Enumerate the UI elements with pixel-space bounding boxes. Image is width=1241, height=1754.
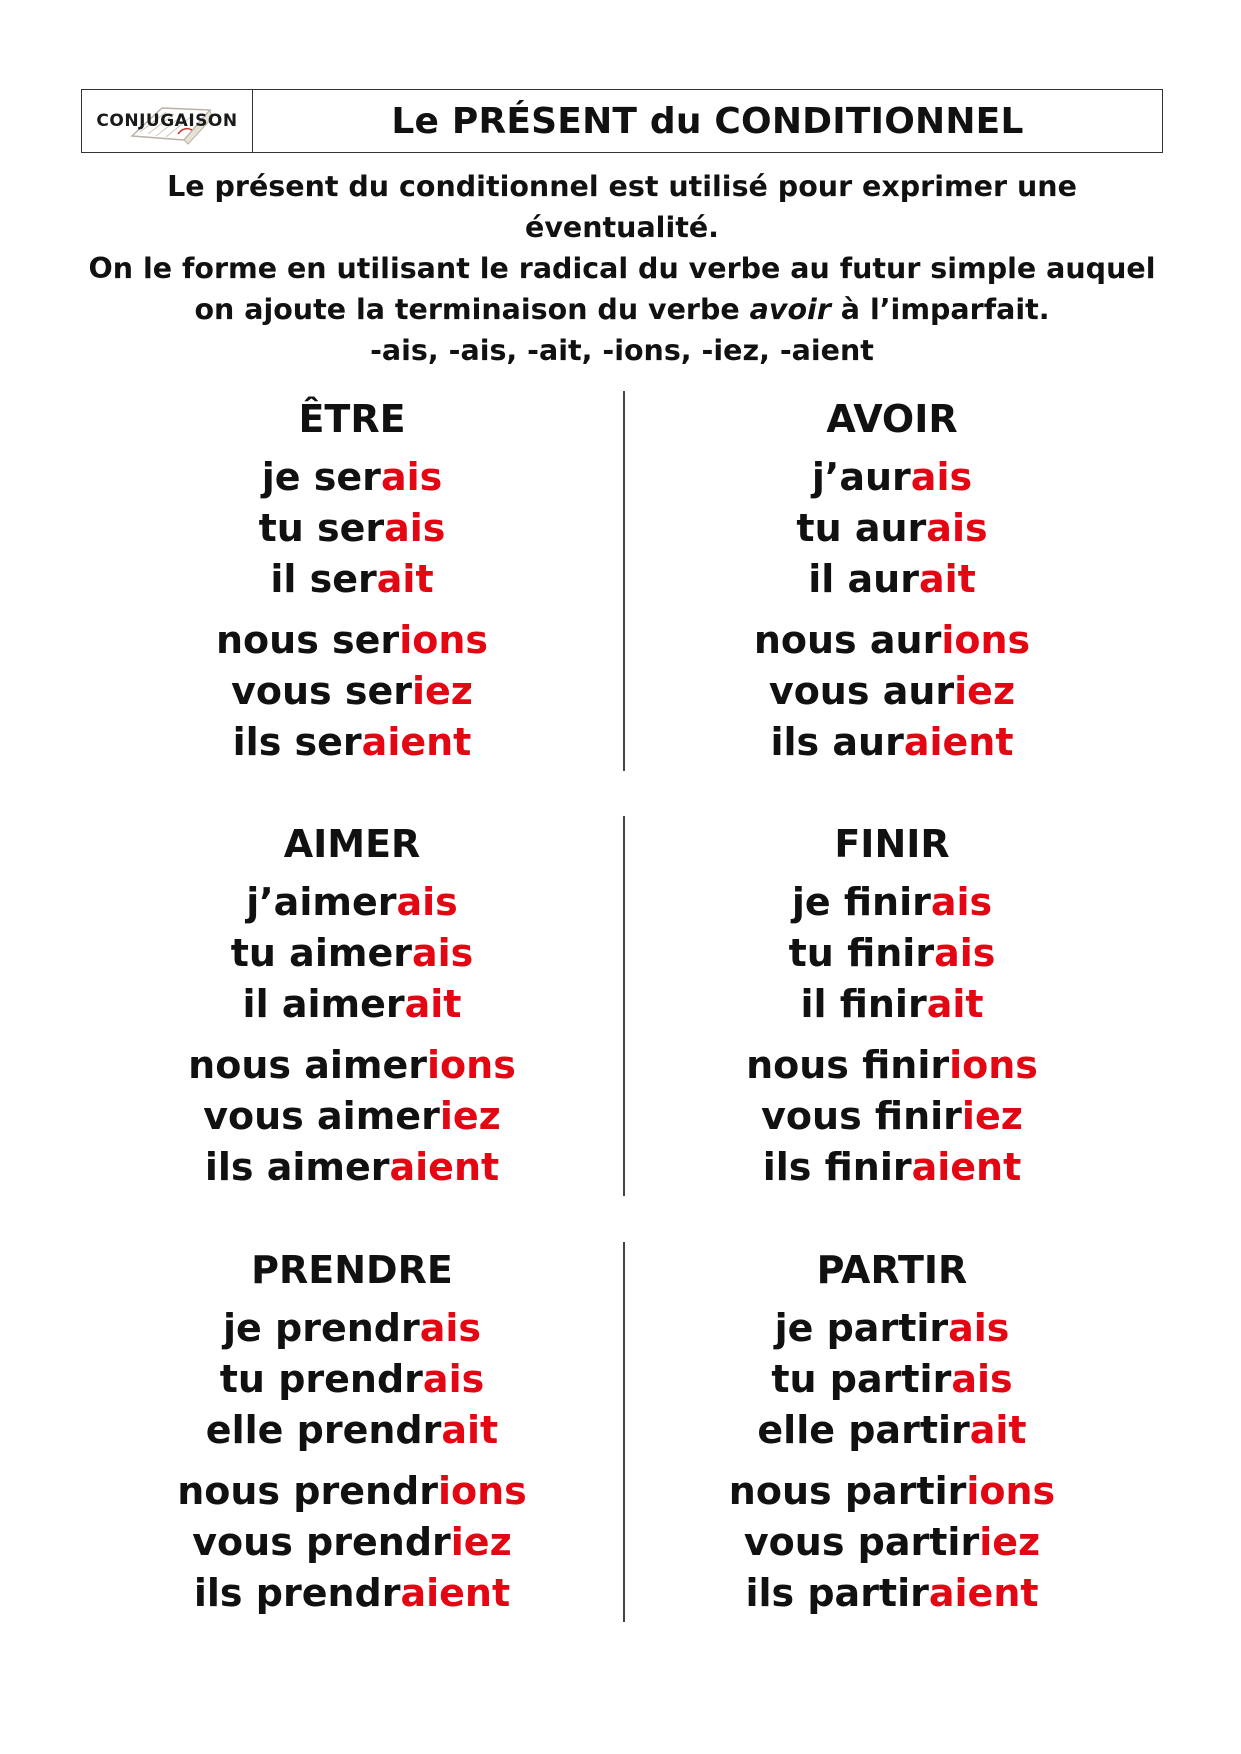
verb-stem: vous ser [231,669,412,713]
verb-stem: ils prendr [193,1571,401,1615]
verb-ending: ait [404,982,462,1026]
verb-stem: elle prendr [205,1408,442,1452]
conjugation-line [622,1517,1162,1568]
conjugation-plural [622,1040,1162,1193]
intro-line-usage: Le présent du conditionnel est utilisé pour exprimer une éventualité. [167,170,1077,244]
verb-ending: iez [954,669,1016,713]
verb-stem: ils finir [762,1145,912,1189]
verb-ending: ais [926,506,988,550]
conjugation-line [82,1568,622,1619]
verb-stem: nous prendr [177,1469,438,1513]
conjugation-plural [82,1466,622,1619]
verb-ending: aient [400,1571,511,1615]
conjugation-line [622,615,1162,666]
verb-stem: nous ser [215,618,400,662]
conjugation-line [622,1466,1162,1517]
conjugation-line [82,877,622,928]
conjugation-plural [82,1040,622,1193]
conjugation-plural [622,1466,1162,1619]
conjugation-line [82,452,622,503]
conjugation-line [82,1354,622,1405]
conjugation-line [622,554,1162,605]
conjugation-line [82,1142,622,1193]
verb-stem: vous partir [743,1520,980,1564]
verb-stem: ils aimer [204,1145,390,1189]
verb-ending: ions [427,1043,516,1087]
conjugation-line [82,979,622,1030]
conjugation-line [82,1405,622,1456]
verb-ending: iez [450,1520,512,1564]
conjugation-singular [622,1303,1162,1456]
verb-block-partir [622,1240,1162,1619]
verb-ending: ais [384,506,446,550]
conjugation-line [622,503,1162,554]
verb-stem: il aur [808,557,919,601]
intro-endings: -ais, -ais, -ait, -ions, -iez, -aient [370,334,874,367]
verb-stem: j’aimer [246,880,397,924]
conjugation-singular [622,452,1162,605]
intro-avoir-italic: avoir [749,293,831,326]
verb-ending: ais [422,1357,485,1401]
verb-stem: je finir [791,880,931,924]
verb-stem: j’aur [811,455,911,499]
verb-stem: il aimer [242,982,405,1026]
verb-ending: ions [949,1043,1038,1087]
verb-stem: vous prendr [192,1520,451,1564]
verb-stem: ils partir [745,1571,929,1615]
verb-stem: il finir [800,982,927,1026]
conjugation-line [82,1466,622,1517]
verb-title: PRENDRE [251,1248,453,1292]
verb-stem: vous finir [761,1094,962,1138]
conjugation-line [82,1303,622,1354]
verb-stem: nous partir [728,1469,967,1513]
verb-ending: ait [969,1408,1027,1452]
conjugation-line [622,1142,1162,1193]
intro-formation-text: On le forme en utilisant le radical du verbe au futur simple auquel on ajoute la terminaison du verbe [88,252,1156,326]
verb-ending: ait [918,557,976,601]
verb-stem: nous aur [753,618,942,662]
verb-ending: ais [380,455,443,499]
verb-stem: je prendr [222,1306,420,1350]
conjugation-line [82,554,622,605]
verb-ending: aient [389,1145,500,1189]
title-cell [253,90,1162,152]
conjugation-line [622,877,1162,928]
verb-stem: il ser [270,557,377,601]
verb-ending: aient [928,1571,1039,1615]
conjugation-singular [82,452,622,605]
verb-ending: ais [419,1306,482,1350]
conjugation-singular [82,877,622,1030]
conjugation-line [622,928,1162,979]
verb-block-avoir [622,389,1162,768]
verb-ending: ais [934,931,996,975]
intro-line-formation [81,248,1163,330]
verb-ending: iez [979,1520,1041,1564]
verb-ending: ions [941,618,1031,662]
verb-block-finir [622,814,1162,1193]
conjugation-line [82,928,622,979]
logo [82,90,253,152]
verb-ending: ais [948,1306,1010,1350]
verb-title: AVOIR [826,397,958,441]
verb-title: ÊTRE [298,397,406,441]
verb-ending: ais [910,455,973,499]
verb-ending: ions [437,1469,527,1513]
conjugation-line [622,452,1162,503]
conjugation-singular [622,877,1162,1030]
verb-ending: ait [441,1408,499,1452]
verb-stem: tu finir [788,931,935,975]
conjugation-line [622,1091,1162,1142]
verb-ending: ais [411,931,474,975]
verb-ending: iez [439,1094,501,1138]
verb-block-etre [82,389,622,768]
conjugation-singular [82,1303,622,1456]
verb-title: AIMER [283,822,421,866]
verb-ending: iez [961,1094,1023,1138]
header-box [81,89,1163,153]
verb-title: PARTIR [816,1248,968,1292]
verb-ending: ais [930,880,993,924]
verb-ending: ions [399,618,488,662]
verb-title: FINIR [834,822,950,866]
conjugation-line [622,979,1162,1030]
verb-stem: ils aur [770,720,904,764]
conjugation-line [622,1354,1162,1405]
conjugation-line [82,1517,622,1568]
conjugation-plural [82,615,622,768]
conjugation-line [622,1040,1162,1091]
conjugation-line [622,1568,1162,1619]
verb-ending: ait [926,982,984,1026]
verb-block-prendre [82,1240,622,1619]
verb-stem: tu partir [771,1357,952,1401]
intro-text [81,166,1163,371]
conjugation-line [82,666,622,717]
verb-block-aimer [82,814,622,1193]
conjugation-line [82,615,622,666]
verb-ending: ait [376,557,434,601]
page-title: Le PRÉSENT du CONDITIONNEL [391,100,1024,142]
conjugation-line [82,1091,622,1142]
conjugation-line [82,503,622,554]
verb-stem: tu ser [258,506,385,550]
logo-text: CONJUGAISON [96,111,238,131]
conjugation-line [622,1303,1162,1354]
conjugation-line [82,1040,622,1091]
verb-stem: je ser [261,455,381,499]
verb-stem: nous finir [746,1043,950,1087]
conjugation-line [622,1405,1162,1456]
verb-stem: tu prendr [219,1357,423,1401]
verb-stem: tu aur [796,506,927,550]
verb-ending: aient [361,720,472,764]
verb-stem: vous aur [768,669,955,713]
intro-formation-end: à l’imparfait. [830,293,1050,326]
conjugation-line [622,666,1162,717]
verb-stem: tu aimer [230,931,412,975]
verb-stem: nous aimer [188,1043,428,1087]
verb-ending: iez [412,669,473,713]
verb-stem: elle partir [757,1408,970,1452]
verb-ending: ais [396,880,458,924]
conjugation-plural [622,615,1162,768]
verb-ending: aient [903,720,1014,764]
verb-stem: ils ser [232,720,362,764]
conjugation-line [82,717,622,768]
verb-ending: ions [966,1469,1056,1513]
verb-stem: vous aimer [203,1094,440,1138]
verb-ending: ais [951,1357,1013,1401]
conjugation-line [622,717,1162,768]
verb-ending: aient [911,1145,1022,1189]
verb-stem: je partir [774,1306,949,1350]
